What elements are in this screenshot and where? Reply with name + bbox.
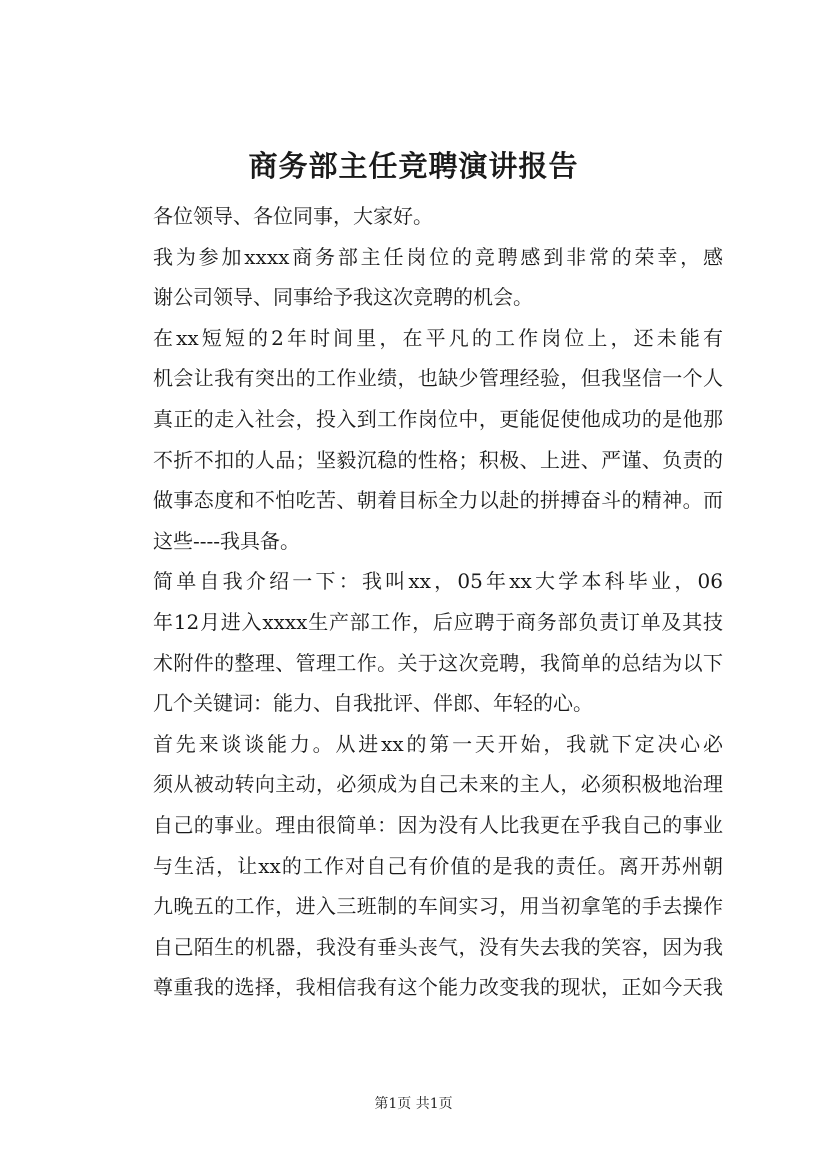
text-line: 简单自我介绍一下：我叫xx，05年xx大学本科毕业，06 — [153, 569, 723, 594]
paragraph-self-introduction — [113, 561, 723, 723]
document-body — [113, 196, 723, 1008]
page-footer — [0, 1094, 827, 1114]
text-line: 这些----我具备。 — [153, 528, 301, 553]
text-line: 自己的事业。理由很简单：因为没有人比我更在乎我自己的事业 — [153, 812, 723, 837]
text-line: 九晚五的工作，进入三班制的车间实习，用当初拿笔的手去操作 — [153, 894, 723, 919]
text-line: 年12月进入xxxx生产部工作，后应聘于商务部负责订单及其技 — [153, 609, 723, 634]
text-line: 尊重我的选择，我相信我有这个能力改变我的现状，正如今天我 — [153, 975, 723, 1000]
document-title: 商务部主任竞聘演讲报告 — [248, 149, 579, 183]
paragraph-ability — [113, 724, 723, 1008]
text-line: 几个关键词：能力、自我批评、伴郎、年轻的心。 — [153, 691, 593, 716]
text-line: 首先来谈谈能力。从进xx的第一天开始，我就下定决心必 — [153, 731, 723, 756]
text-line: 我为参加xxxx商务部主任岗位的竞聘感到非常的荣幸，感 — [153, 244, 723, 269]
text-line: 在xx短短的2年时间里，在平凡的工作岗位上，还未能有 — [153, 325, 723, 350]
page-number-label: 第1页 共1页 — [374, 1096, 453, 1112]
text-line: 谢公司领导、同事给予我这次竞聘的机会。 — [153, 285, 533, 310]
text-line: 不折不扣的人品；坚毅沉稳的性格；积极、上进、严谨、负责的 — [153, 447, 723, 472]
paragraph-experience — [113, 318, 723, 562]
paragraph-intro — [113, 237, 723, 318]
text-line: 须从被动转向主动，必须成为自己未来的主人，必须积极地治理 — [153, 772, 723, 797]
text-line: 机会让我有突出的工作业绩，也缺少管理经验，但我坚信一个人 — [153, 366, 723, 391]
text-line: 各位领导、各位同事，大家好。 — [153, 204, 433, 228]
text-line: 术附件的整理、管理工作。关于这次竞聘，我简单的总结为以下 — [153, 650, 723, 675]
text-line: 做事态度和不怕吃苦、朝着目标全力以赴的拼搏奋斗的精神。而 — [153, 488, 723, 513]
paragraph-greeting — [113, 196, 723, 237]
text-line: 自己陌生的机器，我没有垂头丧气，没有失去我的笑容，因为我 — [153, 934, 723, 959]
text-line: 与生活，让xx的工作对自己有价值的是我的责任。离开苏州朝 — [153, 853, 723, 878]
text-line: 真正的走入社会，投入到工作岗位中，更能促使他成功的是他那 — [153, 406, 723, 431]
